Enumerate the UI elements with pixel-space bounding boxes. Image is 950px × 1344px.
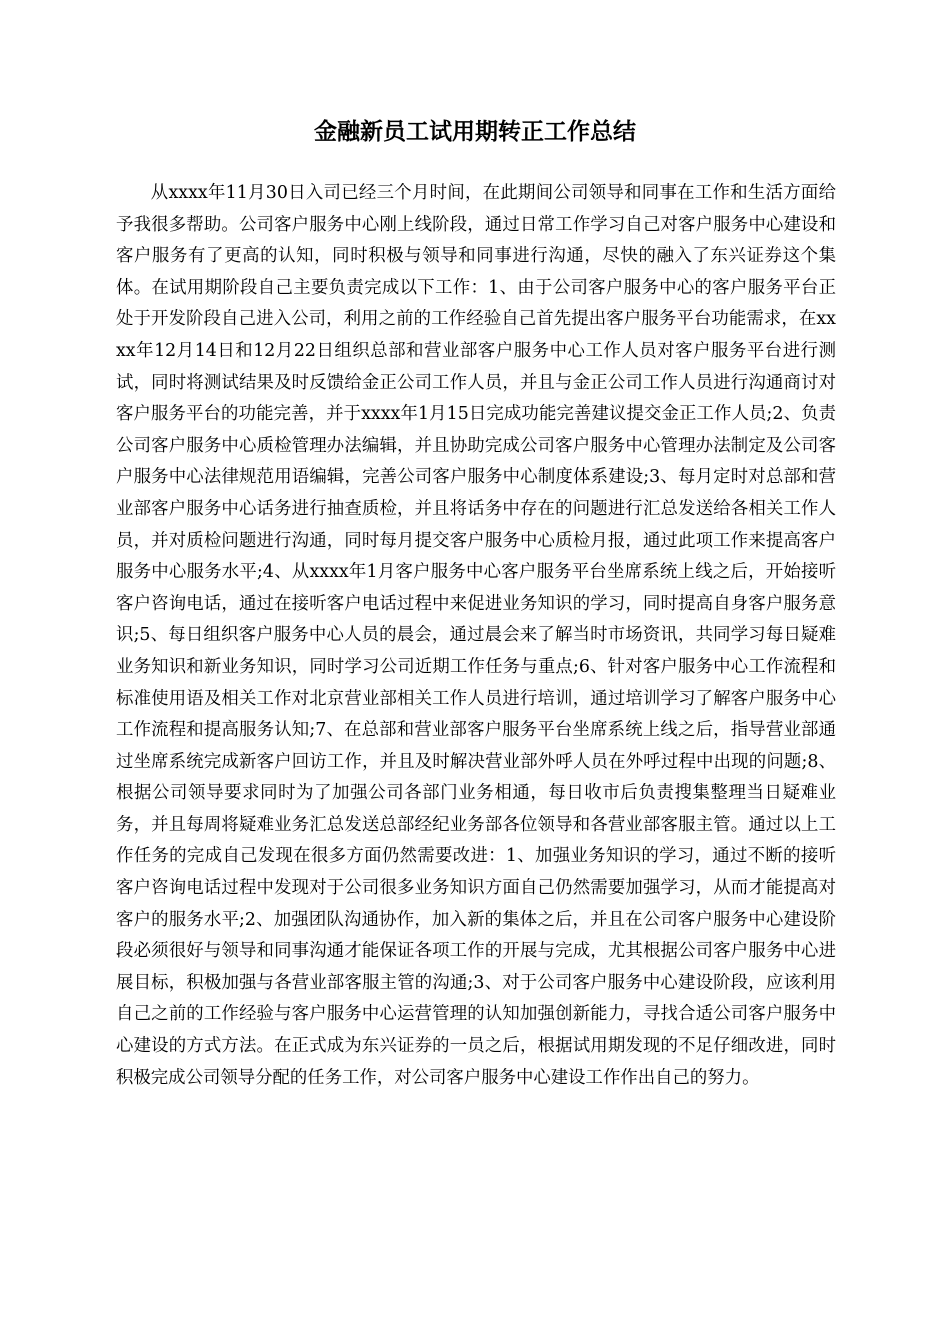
document-title: 金融新员工试用期转正工作总结 <box>314 118 636 145</box>
document-body-paragraph: 从xxxx年11月30日入司已经三个月时间，在此期间公司领导和同事在工作和生活方面给予我很多帮助。公司客户服务中心刚上线阶段，通过日常工作学习自己对客户服务中心建设和客户服务有了更高的认知，同时积极与领导和同事进行沟通，尽快的融入了东兴证券这个集体。在试用期阶段自己主要负责完成以下工作：1、由于公司客户服务中心的客户服务平台正处于开发阶段自己进入公司，利用之前的工作经验自己首先提出客户服务平台功能需求，在xxxx年12月14日和12月22日组织总部和营业部客户服务中心工作人员对客户服务平台进行测试，同时将测试结果及时反馈给金正公司工作人员，并且与金正公司工作人员进行沟通商讨对客户服务平台的功能完善，并于xxxx年1月15日完成功能完善建议提交金正工作人员;2、负责公司客户服务中心质检管理办法编辑，并且协助完成公司客户服务中心管理办法制定及公司客户服务中心法律规范用语编辑，完善公司客户服务中心制度体系建设;3、每月定时对总部和营业部客户服务中心话务进行抽查质检，并且将话务中存在的问题进行汇总发送给各相关工作人员，并对质检问题进行沟通，同时每月提交客户服务中心质检月报，通过此项工作来提高客户服务中心服务水平;4、从xxxx年1月客户服务中心客户服务平台坐席系统上线之后，开始接听客户咨询电话，通过在接听客户电话过程中来促进业务知识的学习，同时提高自身客户服务意识;5、每日组织客户服务中心人员的晨会，通过晨会来了解当时市场资讯，共同学习每日疑难业务知识和新业务知识，同时学习公司近期工作任务与重点;6、针对客户服务中心工作流程和标准使用语及相关工作对北京营业部相关工作人员进行培训，通过培训学习了解客户服务中心工作流程和提高服务认知;7、在总部和营业部客户服务平台坐席系统上线之后，指导营业部通过坐席系统完成新客户回访工作，并且及时解决营业部外呼人员在外呼过程中出现的问题;8、根据公司领导要求同时为了加强公司各部门业务相通，每日收市后负责搜集整理当日疑难业务，并且每周将疑难业务汇总发送总部经纪业务部各位领导和各营业部客服主管。通过以上工作任务的完成自己发现在很多方面仍然需要改进：1、加强业务知识的学习，通过不断的接听客户咨询电话过程中发现对于公司很多业务知识方面自己仍然需要加强学习，从而才能提高对客户的服务水平;2、加强团队沟通协作，加入新的集体之后，并且在公司客户服务中心建设阶段必须很好与领导和同事沟通才能保证各项工作的开展与完成，尤其根据公司客户服务中心进展目标，积极加强与各营业部客服主管的沟通;3、对于公司客户服务中心建设阶段，应该利用自己之前的工作经验与客户服务中心运营管理的认知加强创新能力，寻找合适公司客户服务中心建设的方式方法。在正式成为东兴证券的一员之后，根据试用期发现的不足仔细改进，同时积极完成公司领导分配的任务工作，对公司客户服务中心建设工作作出自己的努力。 <box>116 183 836 1088</box>
